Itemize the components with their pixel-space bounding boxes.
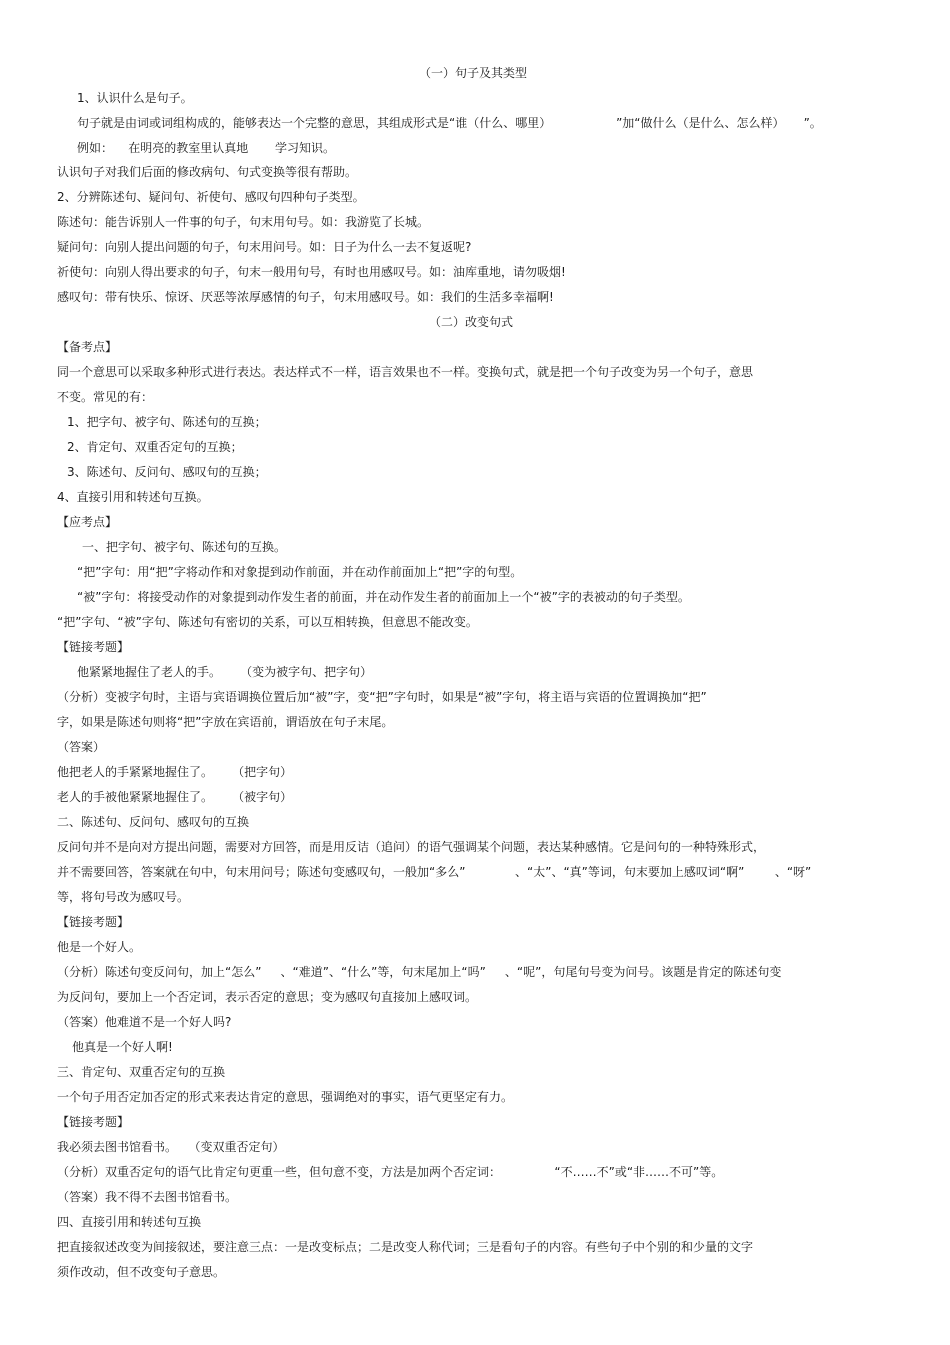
text-line: （分析）陈述句变反问句，加上“怎么” 、“难道”、“什么”等，句末尾加上“吗” 、“呢”，句尾句号变为问号。该题是肯定的陈述句变: [57, 965, 782, 979]
text-line: 他真是一个好人啊!: [72, 1040, 173, 1054]
text-line: “把”字句、“被”字句、陈述句有密切的关系，可以互相转换，但意思不能改变。: [57, 615, 478, 629]
text-line: 认识句子对我们后面的修改病句、句式变换等很有帮助。: [57, 165, 358, 179]
list-item: 4、直接引用和转述句互换。: [57, 490, 209, 504]
text-line: 例如： 在明亮的教室里认真地 学习知识。: [77, 141, 335, 155]
subsection-heading: 四、直接引用和转述句互换: [57, 1215, 202, 1229]
subsection-heading: 二、陈述句、反问句、感叹句的互换: [57, 815, 250, 829]
text-line: 1、认识什么是句子。: [77, 91, 193, 105]
text-line: 为反问句，要加上一个否定词，表示否定的意思；变为感叹句直接加上感叹词。: [57, 990, 478, 1004]
list-item: 1、把字句、被字句、陈述句的互换；: [67, 415, 267, 429]
text-line: 一个句子用否定加否定的形式来表达肯定的意思，强调绝对的事实，语气更坚定有力。: [57, 1090, 514, 1104]
text-line: 把直接叙述改变为间接叙述，要注意三点：一是改变标点；二是改变人称代词；三是看句子的内容。有些句子中个别的和少量的文字: [57, 1240, 754, 1254]
section-heading-1: （一）句子及其类型: [419, 66, 528, 80]
label-bracket: 【链接考题】: [57, 640, 130, 654]
text-line: 2、分辨陈述句、疑问句、祈使句、感叹句四种句子类型。: [57, 190, 365, 204]
text-line: “把”字句：用“把”字将动作和对象提到动作前面，并在动作前面加上“把”字的句型。: [77, 565, 523, 579]
text-line: 祈使句：向别人得出要求的句子，句末一般用句号，有时也用感叹号。如：油库重地，请勿吸烟!: [57, 265, 566, 279]
text-line: 感叹句：带有快乐、惊讶、厌恶等浓厚感情的句子，句末用感叹号。如：我们的生活多幸福啊!: [57, 290, 554, 304]
text-line: 字，如果是陈述句则将“把”字放在宾语前，谓语放在句子末尾。: [57, 715, 394, 729]
text-line: 须作改动，但不改变句子意思。: [57, 1265, 226, 1279]
text-line: 老人的手被他紧紧地握住了。 （被字句）: [57, 790, 293, 804]
text-line: 不变。常见的有：: [57, 390, 154, 404]
text-line: “被”字句：将接受动作的对象提到动作发生者的前面，并在动作发生者的前面加上一个“被”字的表被动的句子类型。: [77, 590, 690, 604]
subsection-heading: 一、把字句、被字句、陈述句的互换。: [82, 540, 287, 554]
text-line: 我必须去图书馆看书。 （变双重否定句）: [57, 1140, 285, 1154]
subsection-heading: 三、肯定句、双重否定句的互换: [57, 1065, 226, 1079]
text-line: 句子就是由词或词组构成的，能够表达一个完整的意思，其组成形式是“谁（什么、哪里） ”加“做什么（是什么、怎么样） ”。: [77, 116, 822, 130]
label-bracket: 【备考点】: [57, 340, 118, 354]
label-bracket: 【应考点】: [57, 515, 118, 529]
text-line: 他紧紧地握住了老人的手。 （变为被字句、把字句）: [77, 665, 373, 679]
list-item: 3、陈述句、反问句、感叹句的互换；: [67, 465, 267, 479]
text-line: （分析）变被字句时，主语与宾语调换位置后加“被”字，变“把”字句时，如果是“被”字句，将主语与宾语的位置调换加“把”: [57, 690, 707, 704]
text-line: 他把老人的手紧紧地握住了。 （把字句）: [57, 765, 293, 779]
text-line: （答案）他难道不是一个好人吗?: [57, 1015, 232, 1029]
text-line: 他是一个好人。: [57, 940, 142, 954]
text-line: （分析）双重否定句的语气比肯定句更重一些，但句意不变，方法是加两个否定词： “不……不”或“非……不可”等。: [57, 1165, 724, 1179]
text-line: 疑问句：向别人提出问题的句子，句末用问号。如：日子为什么一去不复返呢?: [57, 240, 472, 254]
text-line: 等，将句号改为感叹号。: [57, 890, 190, 904]
text-line: 反问句并不是向对方提出问题，需要对方回答，而是用反诘（追问）的语气强调某个问题，表达某种感情。它是问句的一种特殊形式，: [57, 840, 766, 854]
section-heading-2: （二）改变句式: [429, 315, 514, 329]
text-line: 同一个意思可以采取多种形式进行表达。表达样式不一样，语言效果也不一样。变换句式，就是把一个句子改变为另一个句子，意思: [57, 365, 754, 379]
text-line: 陈述句：能告诉别人一件事的句子，句末用句号。如：我游览了长城。: [57, 215, 430, 229]
text-line: （答案）: [57, 740, 106, 754]
label-bracket: 【链接考题】: [57, 915, 130, 929]
text-line: （答案）我不得不去图书馆看书。: [57, 1190, 238, 1204]
label-bracket: 【链接考题】: [57, 1115, 130, 1129]
text-line: 并不需要回答，答案就在句中，句末用问号；陈述句变感叹句，一般加“多么” 、“太”、“真”等词，句末要加上感叹词“啊” 、“呀”: [57, 865, 812, 879]
list-item: 2、肯定句、双重否定句的互换；: [67, 440, 243, 454]
